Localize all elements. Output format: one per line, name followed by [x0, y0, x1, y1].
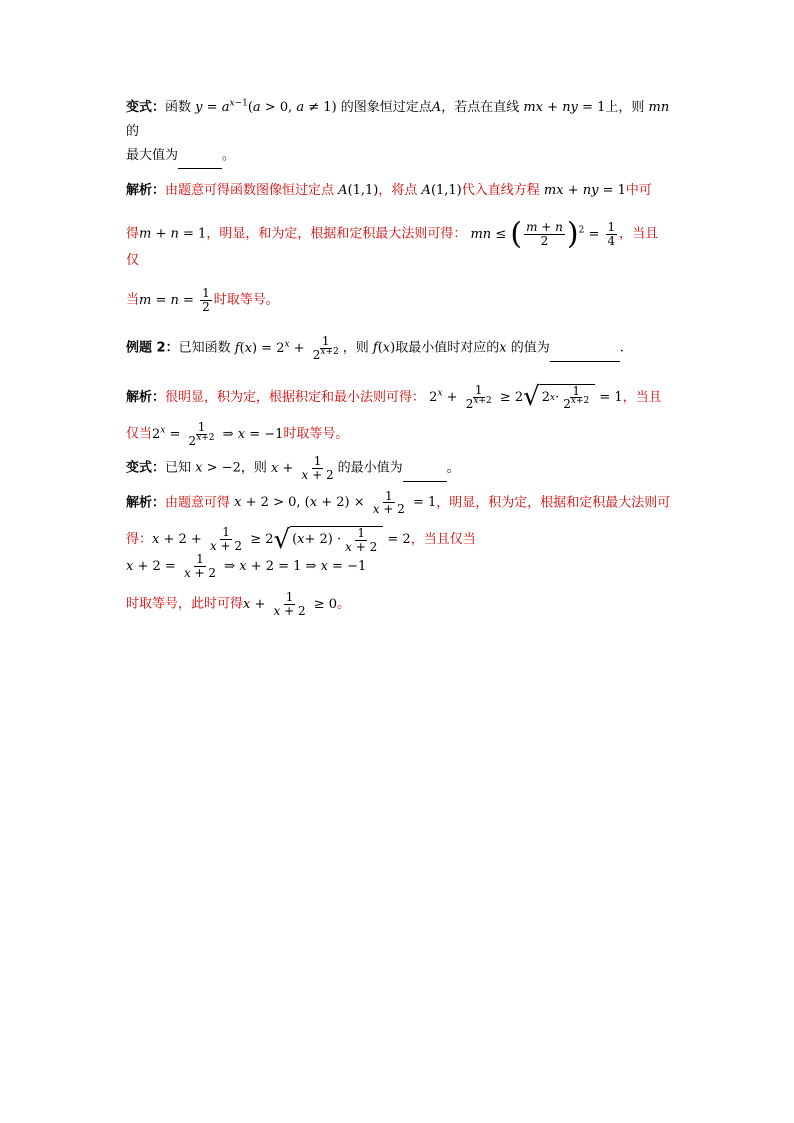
variant-label: 变式：	[126, 100, 166, 115]
variant-1: 变式：函数 $y = a^{x-1}(a > 0$, a ≠ 1) 的图象恒过定点A，若点在直线 mx + ny = 1上，则 mn的 最大值为 。	[126, 96, 671, 169]
variant-2: 变式：已知 x > −2，则 x + $\frac{1}{x + 2}$ 的最小值为 。	[126, 454, 460, 482]
document-page	[126, 96, 671, 622]
answer-blank	[550, 337, 620, 362]
answer-blank	[178, 144, 222, 169]
solution-label: 解析：	[126, 183, 166, 198]
solution-2: 解析：很明显，积为定，根据积定和最小法则可得： $2^x$ + $\frac{1}{2^{x+2}}$ ≥ 2 √ 2 x · $\frac{1}{2^{x+2}}$ = 1，当且 仅当$2^x$ = $\frac{1}{2^{x+2}}$ ⇒ x = −1时取等号。	[126, 382, 662, 448]
solution-1: 解析：由题意可得函数图像恒过定点 A(1,1)，将点 A(1,1)代入直线方程 mx + ny = 1中可 得m + n = 1，明显，和为定，根据和定积最大法则可得： mn ≤ ( $\frac{m + n}{2}$ )$^2$ = $\frac{1}{4}$ ，当且仅 当m = n = $\frac{1}{2}$ 时取等号。	[126, 183, 659, 314]
formula: $y = a^{x-1}(a > 0$, a ≠ 1)	[195, 98, 337, 115]
example-2: 例题 2：已知函数 $f(x) = 2^x$ + $\frac{1}{2^{x+2}}$ ，则 f(x)取最小值时对应的x 的值为 .	[126, 334, 624, 362]
variant-label: 变式：	[126, 460, 166, 476]
example-label: 例题 2：	[126, 340, 179, 356]
solution-label: 解析：	[126, 389, 166, 405]
answer-blank	[403, 457, 447, 482]
solution-label: 解析：	[126, 495, 166, 511]
solution-3: 解析：由题意可得 x + 2 > 0, (x + 2) × $\frac{1}{x + 2}$ = 1，明显，积为定，根据和定积最大法则可 得：x + 2 + $\frac{1}{x + 2}$ ≥ 2 √ ( x + 2) · $\frac{1}{x + 2}$ = 2，当且仅当 x + 2 = $\frac{1}{x + 2}$ ⇒ x + 2 = 1 ⇒ x = −1 时取等号，此时可得x + $\frac{1}{x + 2}$ ≥ 0。	[126, 488, 671, 618]
